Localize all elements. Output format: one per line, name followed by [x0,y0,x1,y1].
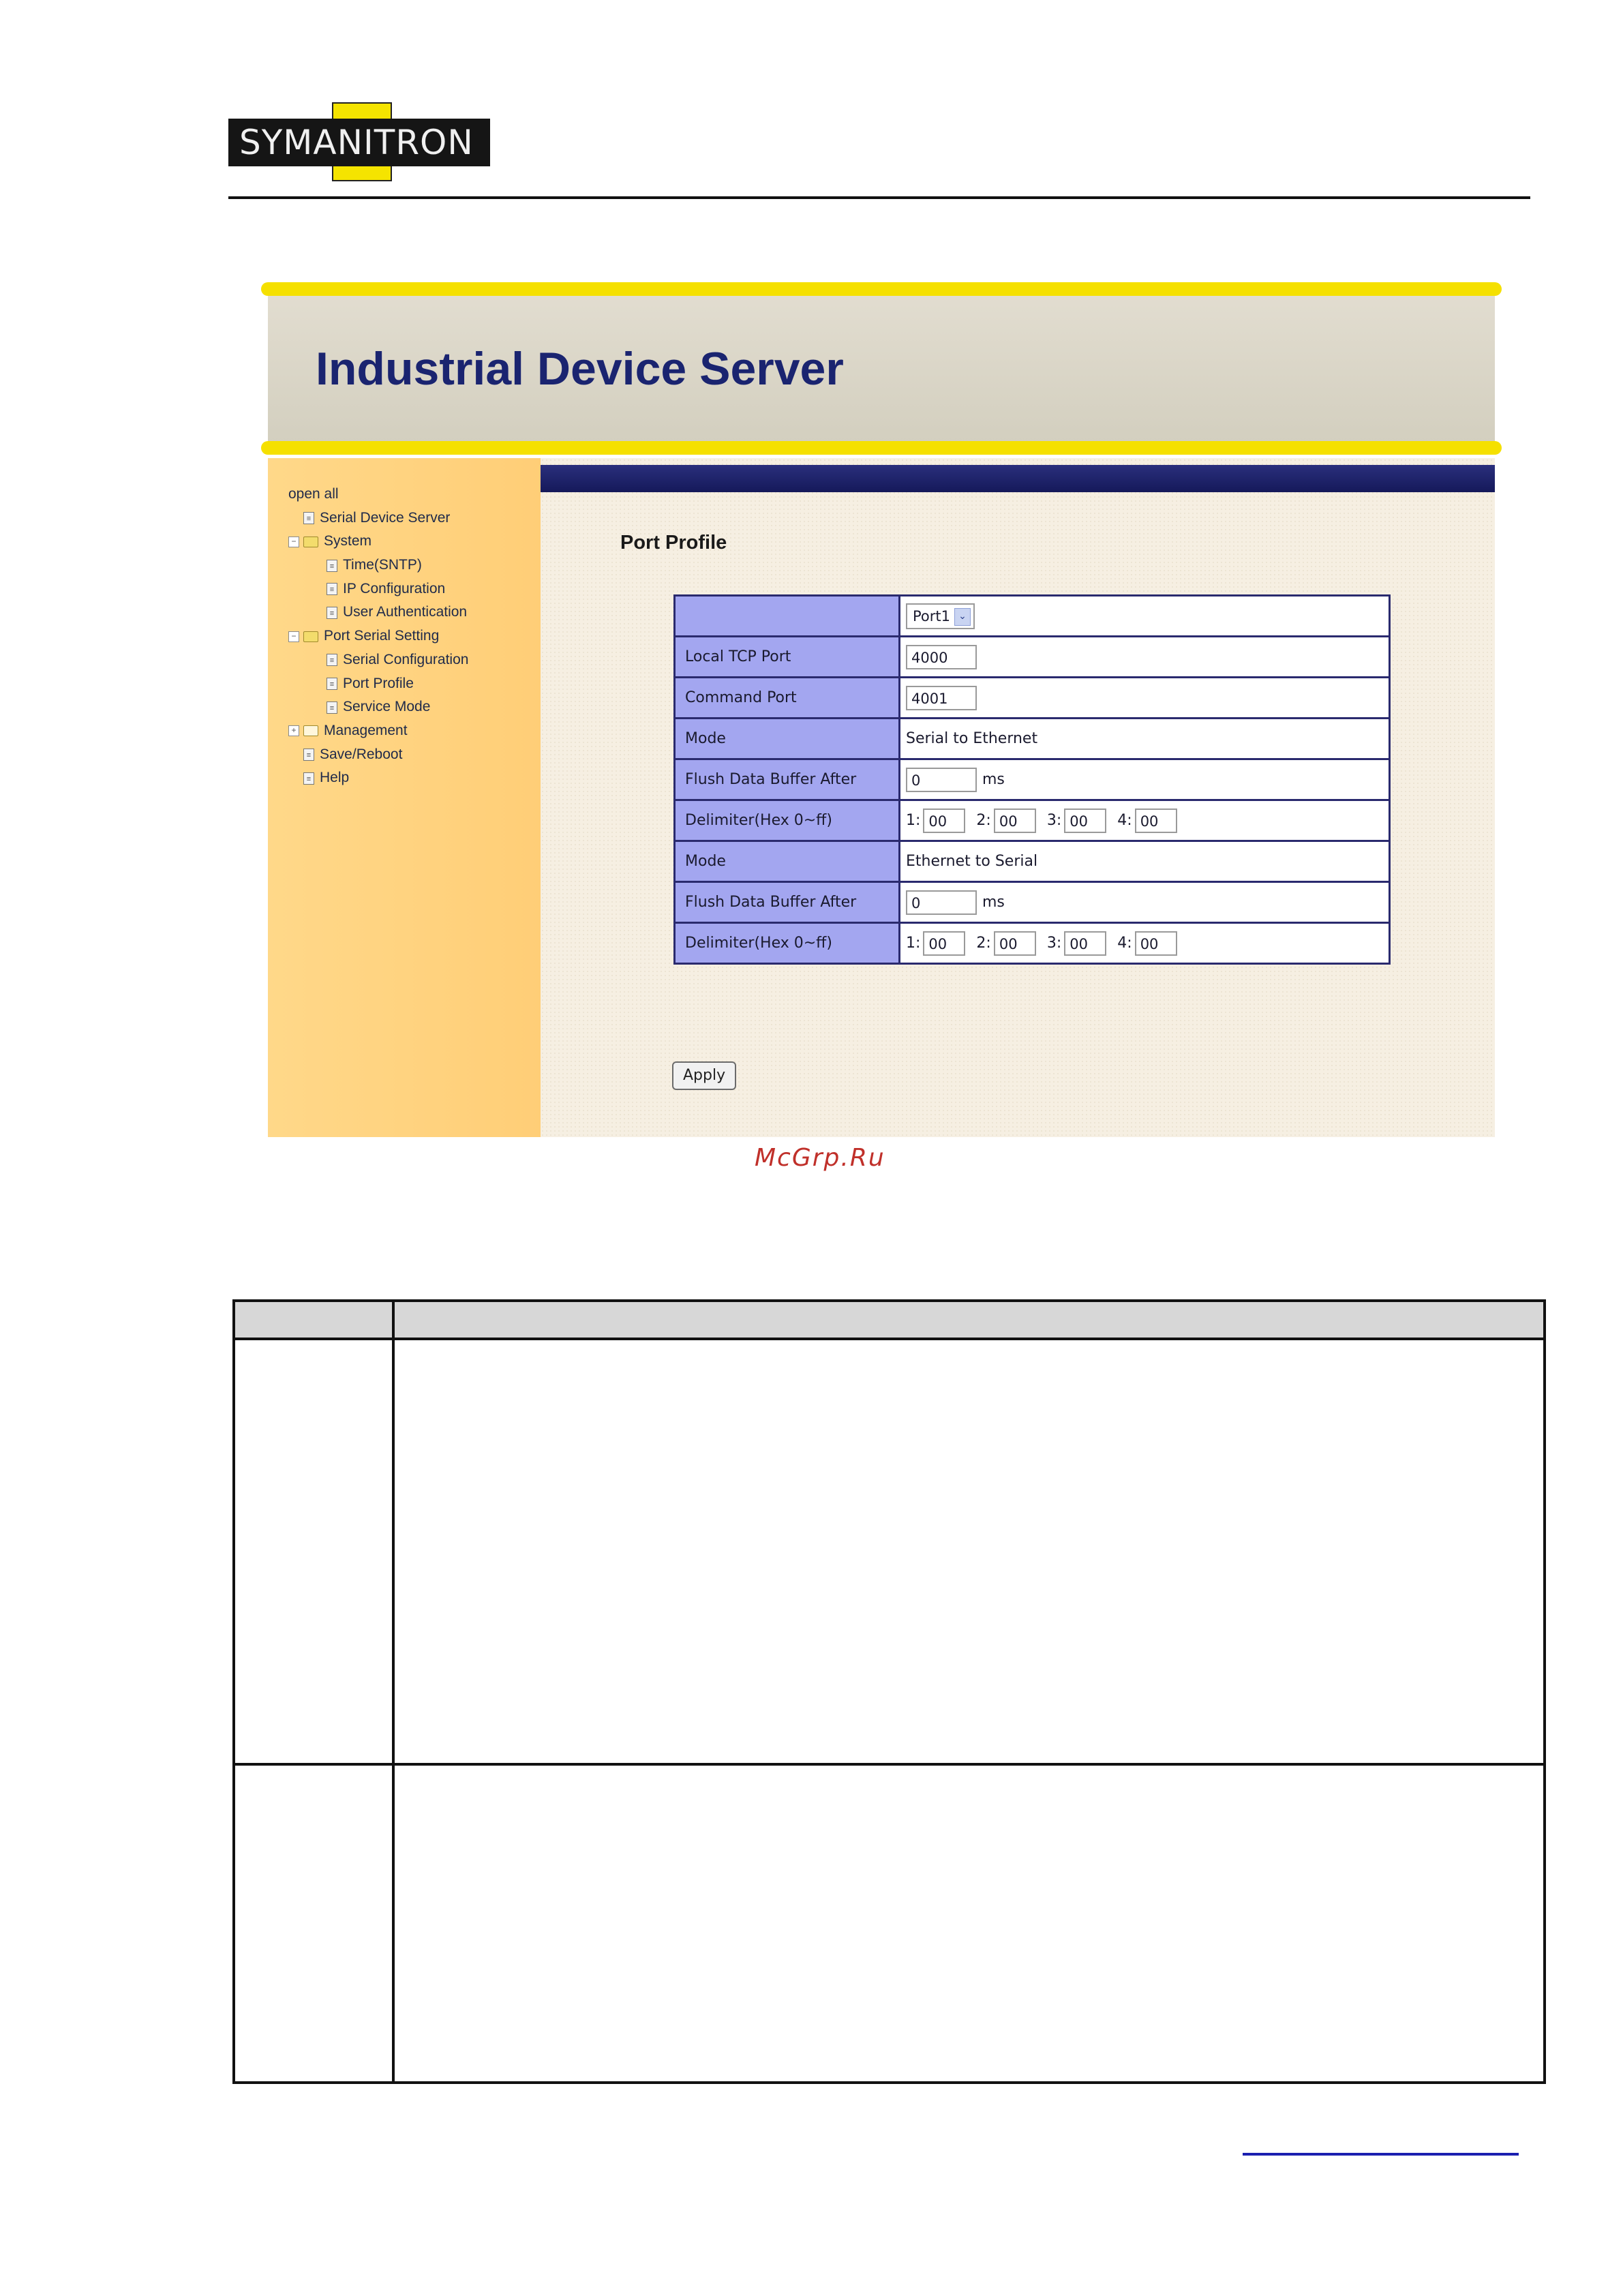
sidebar-item-port-profile[interactable] [288,672,468,696]
page-icon: ≡ [327,678,337,690]
logo-text: SYMANITRON [239,123,474,162]
port-select-row [675,596,1390,637]
delimiter-3-input[interactable]: 00 [1064,931,1106,956]
folder-open-icon [303,631,318,642]
row-cell-2 [393,1339,1545,1764]
open-all-label: open all [288,486,339,502]
sidebar-item-label: Port Serial Setting [324,628,440,644]
nav-tree [288,483,468,790]
mode-label: Mode [675,719,900,759]
port-select[interactable] [906,603,975,629]
row-cell-2 [393,1764,1545,2083]
sidebar-item-ip-configuration[interactable] [288,577,468,601]
sidebar-item-label: Serial Device Server [320,509,451,526]
sidebar-item-help[interactable] [288,766,468,790]
collapse-icon[interactable]: − [288,631,299,642]
watermark: McGrp.Ru [755,1144,885,1172]
banner-top-stripe [261,282,1502,296]
delimiter-1-label: 1: [906,812,921,829]
sidebar-item-serial-configuration[interactable] [288,648,468,672]
sidebar-item-label: Service Mode [343,699,431,715]
sidebar-item-label: Port Profile [343,675,414,691]
header-cell-1 [234,1301,393,1339]
local-tcp-port-row [675,637,1390,678]
delimiter-1-input[interactable]: 00 [923,809,965,833]
delimiter-1-input[interactable]: 00 [923,931,965,956]
ms-unit: ms [982,894,1005,911]
command-port-cell [900,678,1390,719]
delimiter-2-label: 2: [976,935,991,952]
collapse-icon[interactable]: − [288,537,299,547]
chevron-down-icon: ⌄ [954,608,971,626]
flush-buffer-row-2 [675,882,1390,923]
sidebar-item-label: Management [324,722,408,738]
sidebar-item-save-reboot[interactable] [288,743,468,767]
delimiter-1-label: 1: [906,935,921,952]
top-nav-bar [541,465,1495,492]
flush-buffer-label: Flush Data Buffer After [675,882,900,923]
delimiter-row-2 [675,923,1390,964]
sidebar-item-label: Serial Configuration [343,651,469,667]
sidebar-item-service-mode[interactable] [288,695,468,719]
flush-buffer-label: Flush Data Buffer After [675,759,900,800]
banner-title: Industrial Device Server [316,343,844,395]
sidebar-item-user-authentication[interactable] [288,601,468,624]
delimiter-2-input[interactable]: 00 [994,931,1036,956]
delimiter-label: Delimiter(Hex 0~ff) [675,800,900,841]
mode-serial-row [675,719,1390,759]
expand-icon[interactable]: + [288,725,299,736]
delimiter-cell [900,800,1390,841]
flush-buffer-row-1 [675,759,1390,800]
delimiter-3-label: 3: [1046,812,1062,829]
footer-link-underline [1243,2153,1519,2156]
delimiter-4-label: 4: [1117,935,1132,952]
delimiter-3-label: 3: [1046,935,1062,952]
sidebar-item-time-sntp[interactable] [288,554,468,577]
sidebar-item-label: Time(SNTP) [343,557,422,573]
sidebar-item-system[interactable] [288,530,468,554]
sidebar-item-label: IP Configuration [343,580,446,596]
port-select-value: Port1 [913,607,950,624]
page-icon: ≡ [327,607,337,619]
sidebar-item-label: Help [320,770,350,786]
empty-label-cell [675,596,900,637]
row-cell-1 [234,1764,393,2083]
delimiter-cell [900,923,1390,964]
open-all-link[interactable] [288,483,468,507]
flush-buffer-input[interactable]: 0 [906,890,977,915]
ms-unit: ms [982,771,1005,788]
delimiter-4-input[interactable]: 00 [1135,931,1177,956]
device-server-screenshot [261,282,1502,1137]
port-profile-form [673,594,1391,965]
command-port-label: Command Port [675,678,900,719]
port-select-cell [900,596,1390,637]
delimiter-3-input[interactable]: 00 [1064,809,1106,833]
description-table [232,1299,1546,2084]
row-cell-1 [234,1339,393,1764]
mode-value: Ethernet to Serial [900,841,1390,882]
command-port-input[interactable]: 4001 [906,686,977,710]
page-icon: ≡ [327,583,337,595]
page-icon: ≡ [327,701,337,714]
apply-button[interactable]: Apply [672,1061,736,1090]
description-table-header [234,1301,1545,1339]
main-content [541,458,1495,1137]
mode-label: Mode [675,841,900,882]
sidebar-item-label: System [324,533,372,549]
mode-value: Serial to Ethernet [900,719,1390,759]
sidebar-item-label: User Authentication [343,604,468,620]
banner-bottom-stripe [261,441,1502,455]
delimiter-4-input[interactable]: 00 [1135,809,1177,833]
local-tcp-port-input[interactable]: 4000 [906,645,977,669]
delimiter-2-label: 2: [976,812,991,829]
page-icon: ≡ [303,772,314,785]
page-icon: ≡ [327,560,337,572]
header-divider [228,196,1530,199]
delimiter-4-label: 4: [1117,812,1132,829]
header-cell-2 [393,1301,1545,1339]
page-icon: ≡ [327,654,337,666]
sidebar-item-port-serial-setting[interactable] [288,624,468,648]
flush-buffer-cell [900,759,1390,800]
command-port-row [675,678,1390,719]
description-table-row [234,1764,1545,2083]
sidebar-item-management[interactable] [288,719,468,743]
page-icon: ≡ [303,512,314,524]
local-tcp-port-cell [900,637,1390,678]
mode-ethernet-row [675,841,1390,882]
description-table-row [234,1339,1545,1764]
page-icon: ≡ [303,749,314,761]
folder-closed-icon [303,725,318,736]
symanitron-logo [228,102,490,181]
sidebar-item-label: Save/Reboot [320,746,403,762]
sidebar [268,458,541,1137]
folder-open-icon [303,537,318,547]
page-title: Port Profile [620,532,727,554]
banner [268,294,1495,443]
delimiter-label: Delimiter(Hex 0~ff) [675,923,900,964]
local-tcp-port-label: Local TCP Port [675,637,900,678]
flush-buffer-input[interactable]: 0 [906,768,977,792]
delimiter-2-input[interactable]: 00 [994,809,1036,833]
sidebar-item-serial-device-server[interactable] [288,507,468,530]
delimiter-row-1 [675,800,1390,841]
flush-buffer-cell [900,882,1390,923]
